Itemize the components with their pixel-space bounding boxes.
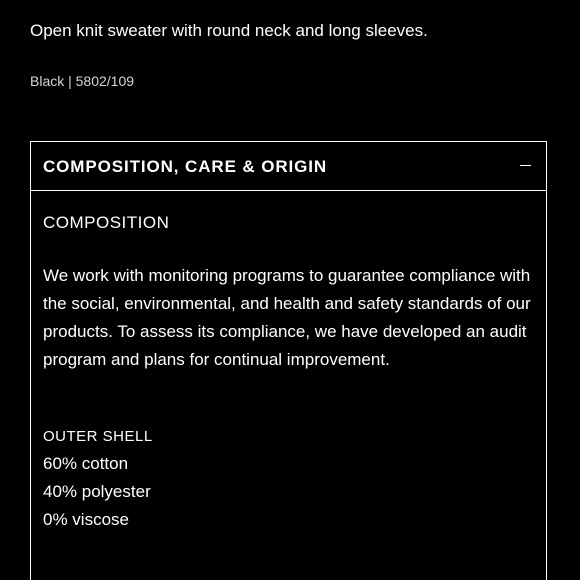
outer-shell-label: OUTER SHELL <box>43 428 153 445</box>
material-item: 0% viscose <box>43 510 129 529</box>
color-reference: Black | 5802/109 <box>30 73 135 89</box>
minus-icon[interactable] <box>520 165 531 166</box>
material-list <box>43 450 151 534</box>
compliance-paragraph: We work with monitoring programs to guarantee compliance with the social, environmental, and health and safety standards of our products. To assess its compliance, we have developed an audit program and plans for continual improvement. <box>43 266 531 369</box>
composition-accordion <box>30 141 547 580</box>
material-item: 60% cotton <box>43 454 129 473</box>
composition-heading: COMPOSITION <box>43 213 170 232</box>
accordion-header[interactable] <box>31 142 546 191</box>
accordion-title: COMPOSITION, CARE & ORIGIN <box>43 157 328 176</box>
product-description: Open knit sweater with round neck and long sleeves. <box>30 21 428 40</box>
material-item: 40% polyester <box>43 482 151 501</box>
